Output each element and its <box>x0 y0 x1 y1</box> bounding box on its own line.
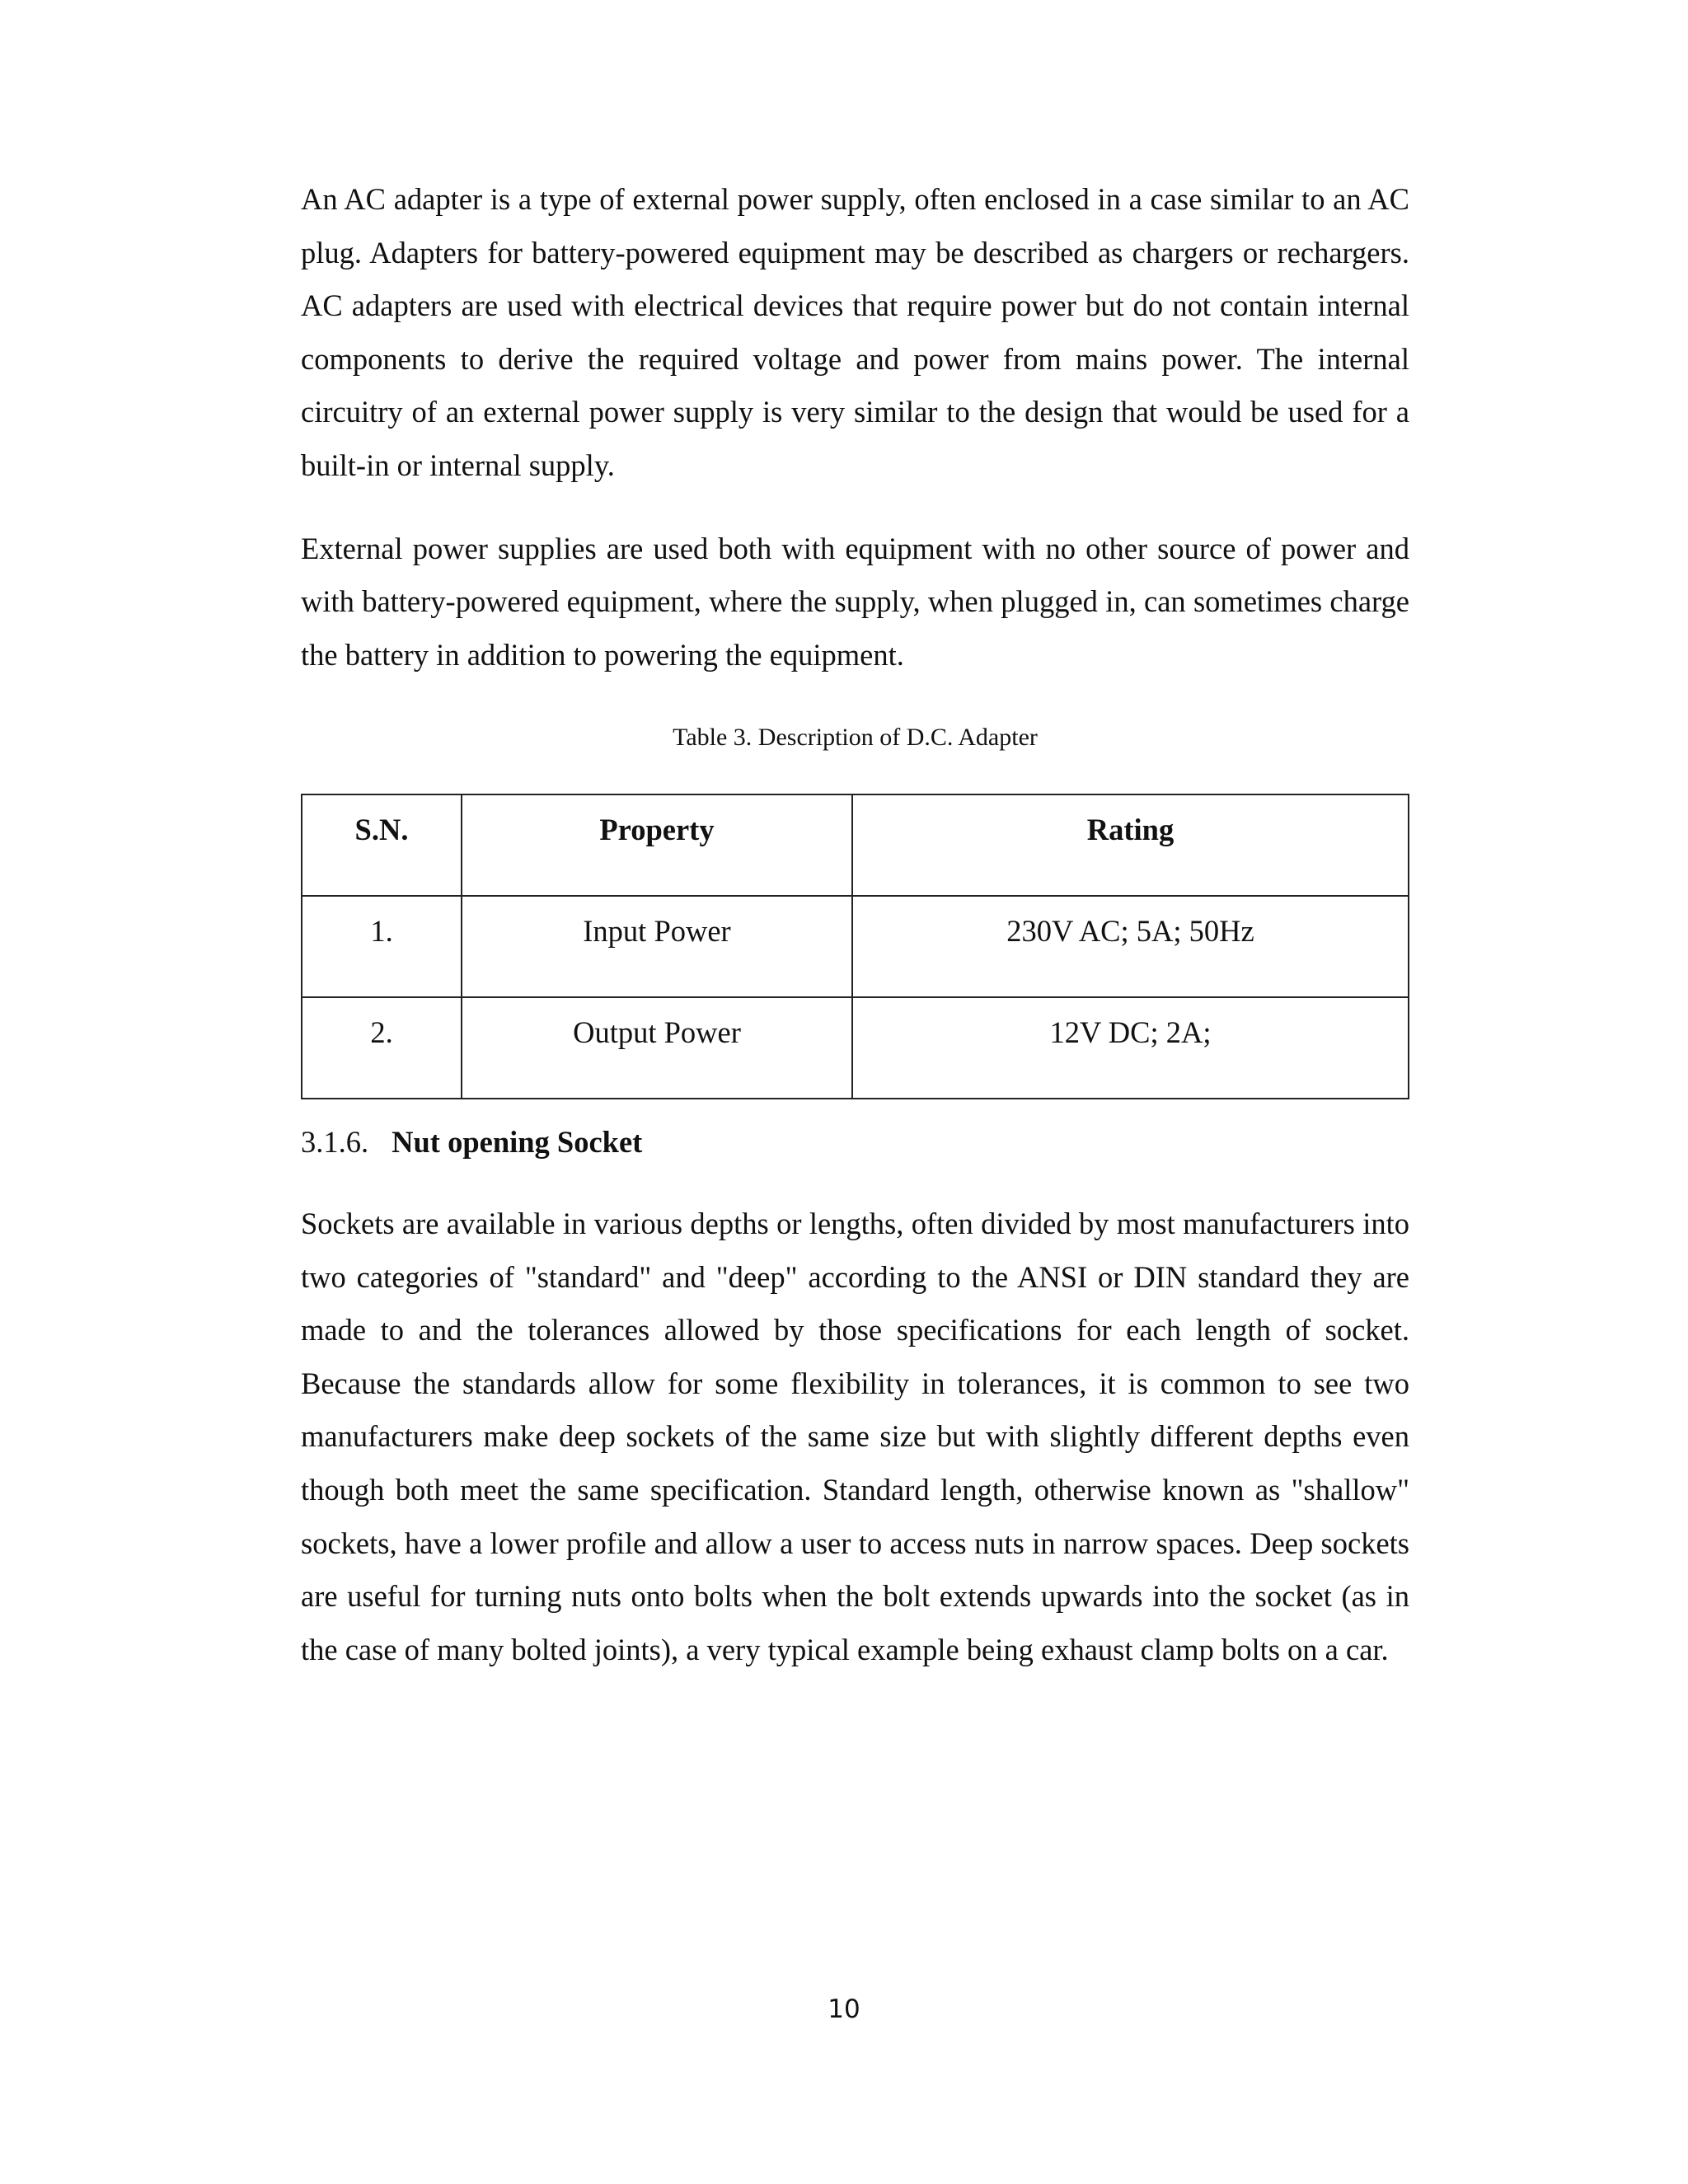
table-cell-sn: 2. <box>302 997 462 1099</box>
section-number: 3.1.6. <box>301 1125 369 1160</box>
section-heading <box>301 1116 1409 1169</box>
table-caption: Table 3. Description of D.C. Adapter <box>673 724 1038 752</box>
table-cell-property: Output Power <box>462 997 852 1099</box>
table-header-rating: Rating <box>852 794 1409 896</box>
table-header-property: Property <box>462 794 852 896</box>
paragraph-ac-adapter: An AC adapter is a type of external power supply, often enclosed in a case similar to an AC plug. Adapters for battery-powered equipment may be described as chargers or rechargers. AC adapters are used with electrical devices that require power but do not contain internal components to derive the required voltage and power from mains power. The internal circuitry of an external power supply is very similar to the design that would be used for a built-in or internal supply. <box>301 182 1409 482</box>
table-cell-rating: 12V DC; 2A; <box>852 997 1409 1099</box>
table-row <box>302 997 1409 1099</box>
table-header-row <box>302 794 1409 896</box>
page-content <box>301 173 1409 1676</box>
adapter-description-table <box>301 794 1409 1099</box>
table-cell-rating: 230V AC; 5A; 50Hz <box>852 896 1409 997</box>
table-header-sn: S.N. <box>302 794 462 896</box>
table-cell-sn: 1. <box>302 896 462 997</box>
section-title: Nut opening Socket <box>392 1125 643 1160</box>
table-row <box>302 896 1409 997</box>
page-number: 10 <box>828 1994 860 2024</box>
table-cell-property: Input Power <box>462 896 852 997</box>
paragraph-external-power-supplies: External power supplies are used both with equipment with no other source of power and with battery-powered equipment, where the supply, when plugged in, can sometimes charge the battery in addition to powering the equipment. <box>301 531 1409 672</box>
paragraph-sockets: Sockets are available in various depths or lengths, often divided by most manufacturers into two categories of "standard" and "deep" according to the ANSI or DIN standard they are made to and the tolerances allowed by those specifications for each length of socket. Because the standards allow for some flexibility in tolerances, it is common to see two manufacturers make deep sockets of the same size but with slightly different depths even though both meet the same specification. Standard length, otherwise known as "shallow" sockets, have a lower profile and allow a user to access nuts in narrow spaces. Deep sockets are useful for turning nuts onto bolts when the bolt extends upwards into the socket (as in the case of many bolted joints), a very typical example being exhaust clamp bolts on a car. <box>301 1206 1409 1666</box>
